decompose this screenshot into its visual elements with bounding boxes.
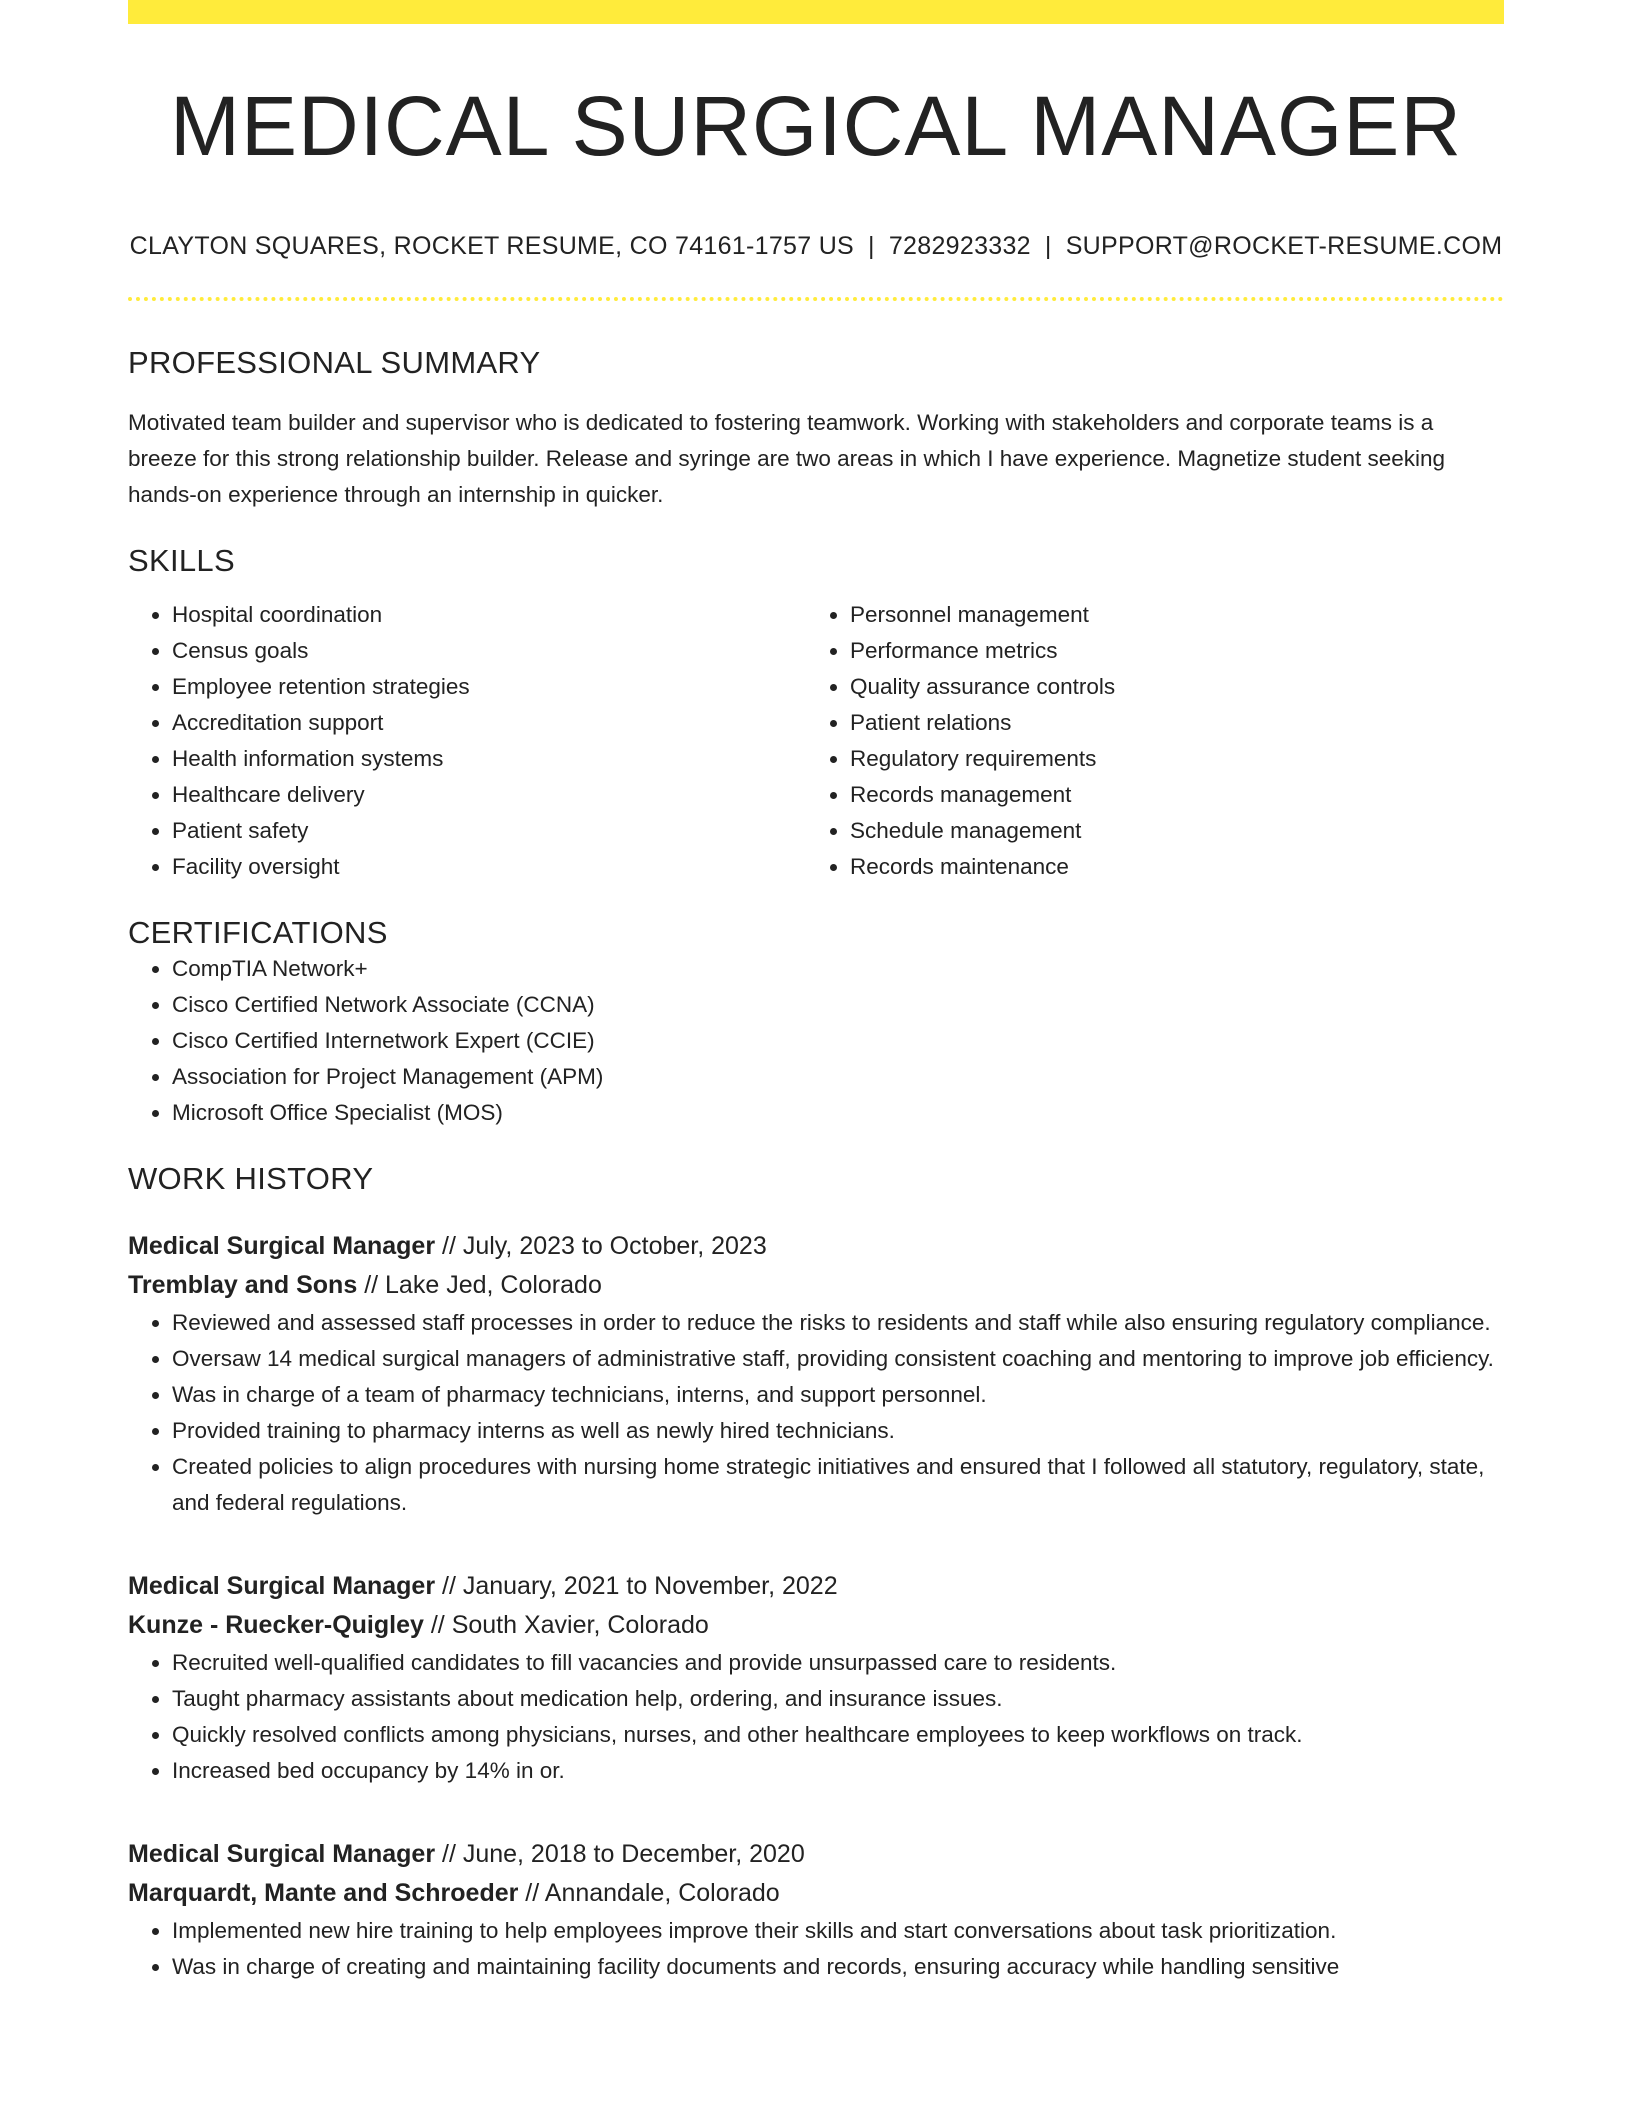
work-history-heading: WORK HISTORY [128,1161,374,1197]
summary-heading: PROFESSIONAL SUMMARY [128,345,541,381]
skill-item: • Records management [850,777,1484,813]
job-company-line [128,1266,1504,1305]
summary-text: Motivated team builder and supervisor who is dedicated to fostering teamwork. Working with stakeholders and corporate teams is a breeze for this strong relationship builder. Release and syringe are two areas in which I have experience. Magnetize student seeking hands-on experience through an internship in quicker. [128,410,1446,508]
job-title: Medical Surgical Manager [128,1572,436,1601]
skill-item: • Healthcare delivery [172,777,806,813]
certification-item: • Cisco Certified Internetwork Expert (CCIE) [172,1023,1504,1059]
certification-item: • Cisco Certified Network Associate (CCNA) [172,987,1504,1023]
job-bullet: • Was in charge of creating and maintaining facility documents and records, ensuring accuracy while handling sensitive [172,1949,1504,1985]
certifications-heading: CERTIFICATIONS [128,915,388,951]
job-bullet: • Oversaw 14 medical surgical managers of administrative staff, providing consistent coaching and mentoring to improve job efficiency. [172,1341,1504,1377]
work-history-list [128,1227,1504,1985]
skill-item: • Quality assurance controls [850,669,1484,705]
skill-item: • Records maintenance [850,849,1484,885]
certification-item: • Microsoft Office Specialist (MOS) [172,1095,1504,1131]
job-company-line [128,1874,1504,1913]
job-bullet-list [128,1645,1504,1789]
skill-item: • Regulatory requirements [850,741,1484,777]
certification-item: • Association for Project Management (APM) [172,1059,1504,1095]
skill-item: • Patient safety [172,813,806,849]
skills-grid [128,597,1504,885]
job-bullet: • Reviewed and assessed staff processes in order to reduce the risks to residents and staff while also ensuring regulatory compliance. [172,1305,1504,1341]
skill-item: • Performance metrics [850,633,1484,669]
job-bullet: • Taught pharmacy assistants about medication help, ordering, and insurance issues. [172,1681,1504,1717]
job-bullet: • Recruited well-qualified candidates to fill vacancies and provide unsurpassed care to residents. [172,1645,1504,1681]
skills-column-right [806,597,1484,885]
job-entry [128,1227,1504,1521]
job-company: Kunze - Ruecker-Quigley [128,1611,424,1640]
job-title-line [128,1567,1504,1606]
job-bullet: • Increased bed occupancy by 14% in or. [172,1753,1504,1789]
job-company-line [128,1606,1504,1645]
contact-address: CLAYTON SQUARES, ROCKET RESUME, CO 74161-1757 US [129,232,855,261]
skills-list-left [128,597,806,885]
skills-heading: SKILLS [128,543,235,579]
job-location: // Annandale, Colorado [518,1879,780,1908]
contact-line [128,232,1504,261]
contact-email: SUPPORT@ROCKET-RESUME.COM [1065,232,1503,261]
job-bullet: • Created policies to align procedures with nursing home strategic initiatives and ensured that I followed all statutory, regulatory, state, and federal regulations. [172,1449,1504,1521]
job-title: Medical Surgical Manager [128,1232,436,1261]
job-entry [128,1567,1504,1789]
job-company: Tremblay and Sons [128,1271,358,1300]
skill-item: • Accreditation support [172,705,806,741]
skill-item: • Facility oversight [172,849,806,885]
job-bullet: • Was in charge of a team of pharmacy technicians, interns, and support personnel. [172,1377,1504,1413]
resume-title: MEDICAL SURGICAL MANAGER [170,79,1462,173]
job-bullet: • Implemented new hire training to help employees improve their skills and start conversations about task prioritization. [172,1913,1504,1949]
job-dates: // January, 2021 to November, 2022 [435,1572,838,1601]
job-title-line [128,1835,1504,1874]
certifications-list [128,951,1504,1131]
skill-item: • Employee retention strategies [172,669,806,705]
header-divider [128,297,1504,301]
job-location: // South Xavier, Colorado [423,1611,709,1640]
resume-content [128,24,1504,1985]
certification-item: • CompTIA Network+ [172,951,1504,987]
job-title: Medical Surgical Manager [128,1840,436,1869]
job-title-line [128,1227,1504,1266]
job-dates: // July, 2023 to October, 2023 [435,1232,767,1261]
job-bullet-list [128,1305,1504,1521]
skill-item: • Hospital coordination [172,597,806,633]
job-location: // Lake Jed, Colorado [357,1271,602,1300]
job-bullet: • Provided training to pharmacy interns as well as newly hired technicians. [172,1413,1504,1449]
skill-item: • Health information systems [172,741,806,777]
skills-column-left [128,597,806,885]
job-dates: // June, 2018 to December, 2020 [435,1840,805,1869]
accent-bar [128,0,1504,24]
skill-item: • Patient relations [850,705,1484,741]
contact-separator: | [1044,232,1052,261]
skills-list-right [806,597,1484,885]
skill-item: • Census goals [172,633,806,669]
skill-item: • Personnel management [850,597,1484,633]
contact-phone: 7282923332 [888,232,1031,261]
skill-item: • Schedule management [850,813,1484,849]
job-company: Marquardt, Mante and Schroeder [128,1879,519,1908]
job-entry [128,1835,1504,1985]
job-bullet: • Quickly resolved conflicts among physicians, nurses, and other healthcare employees to keep workflows on track. [172,1717,1504,1753]
contact-separator: | [868,232,875,261]
job-bullet-list [128,1913,1504,1985]
